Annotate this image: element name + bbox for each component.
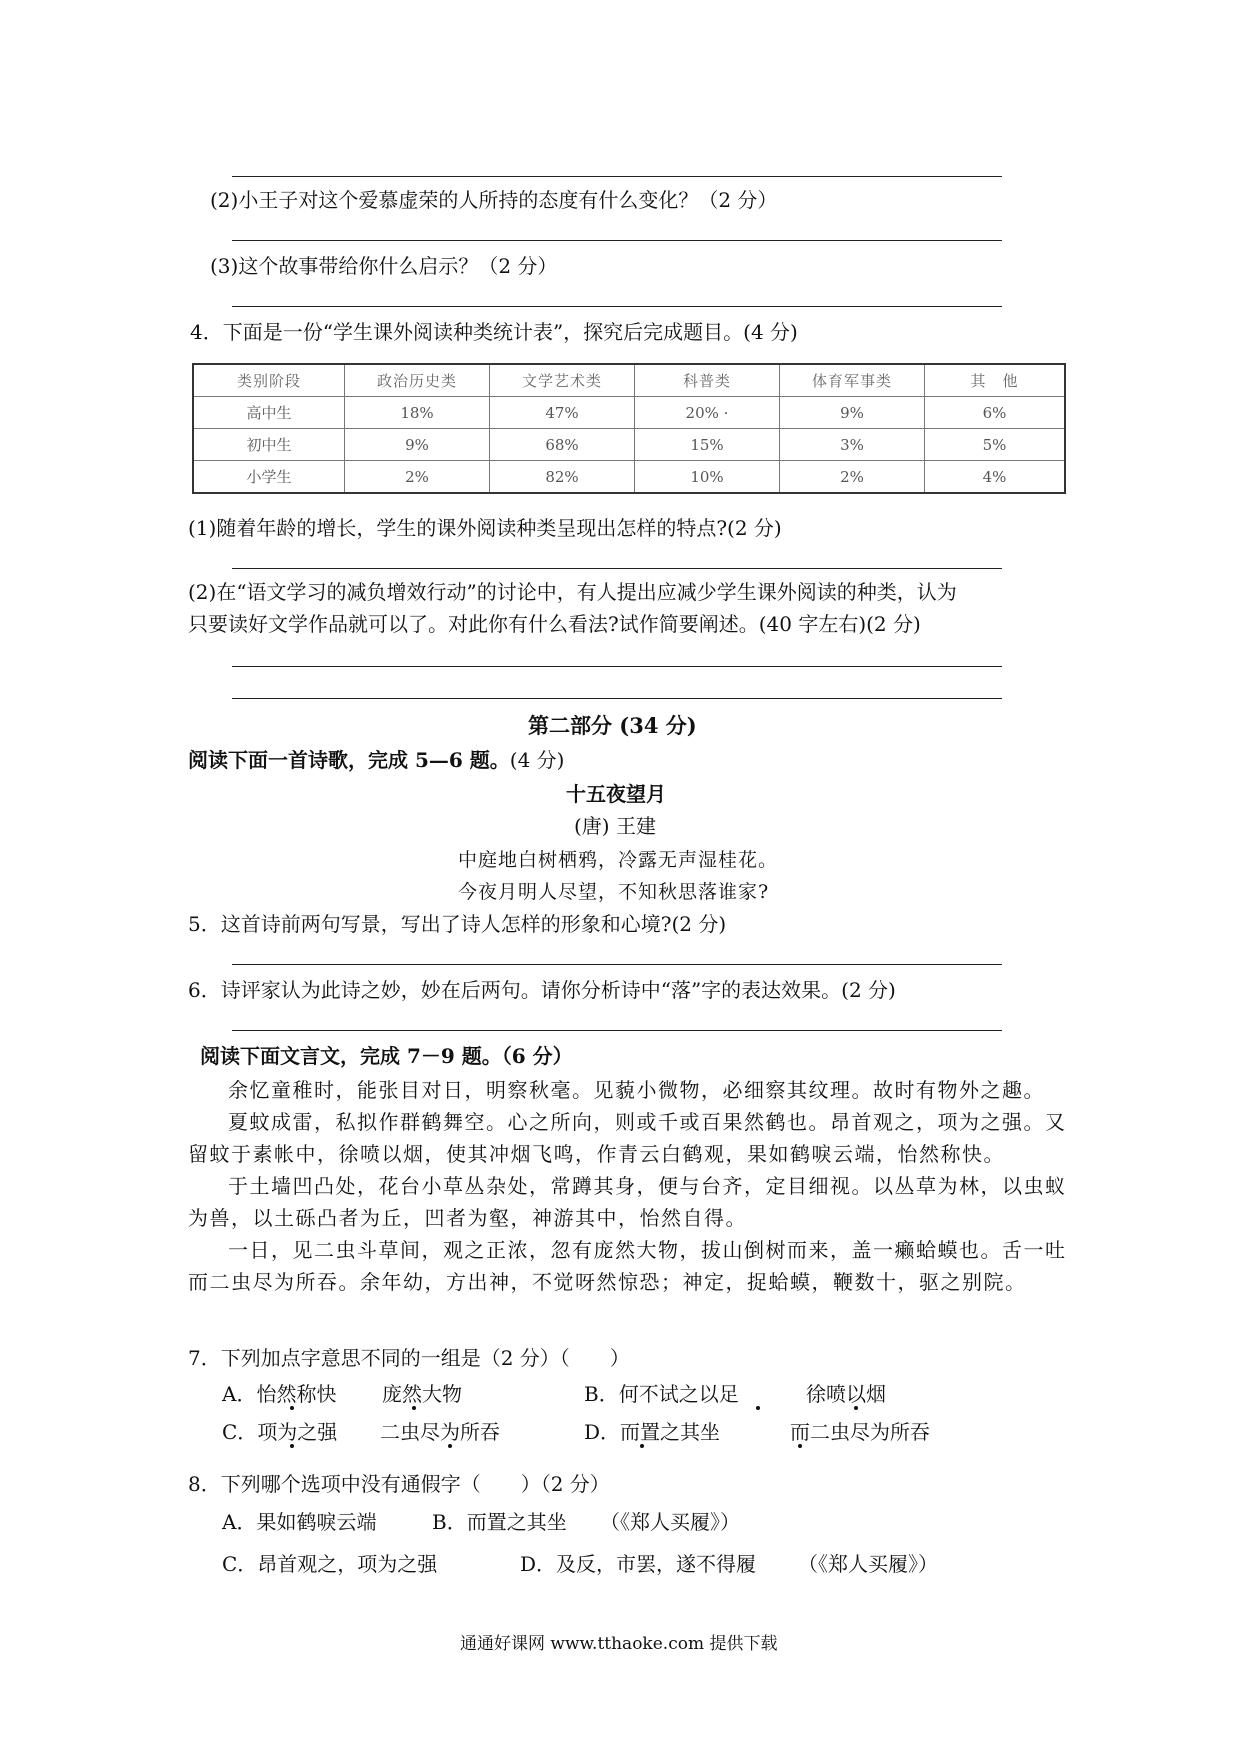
question-8: 8．下列哪个选项中没有通假字（ ）（2 分） [188, 1472, 610, 1496]
question-7-option-c [222, 1418, 337, 1446]
table-cell: 4% [925, 461, 1066, 494]
table-header-cell: 体育军事类 [780, 364, 925, 397]
table-cell: 3% [780, 429, 925, 461]
poem-intro [188, 746, 564, 774]
question-4-1: (1)随着年龄的增长，学生的课外阅读种类呈现出怎样的特点?(2 分) [188, 516, 782, 540]
emphasis-dot [412, 1406, 416, 1410]
classical-text-paragraph: 一日，见二虫斗草间，观之正浓，忽有庞然大物，拔山倒树而来，盖一癞蛤蟆也。舌一吐而二虫尽为所吞。余年幼，方出神，不觉呀然惊恐；神定，捉蛤蟆，鞭数十，驱之别院。 [188, 1238, 1067, 1294]
table-cell: 初中生 [193, 429, 345, 461]
emphasis-dot [290, 1444, 294, 1448]
question-3-3: (3)这个故事带给你什么启示？（2 分） [210, 254, 558, 278]
emphasis-dot [290, 1406, 294, 1410]
option-phrase: 怡然称快 [256, 1382, 337, 1406]
question-4-2-line1: (2)在“语文学习的减负增效行动”的讨论中，有人提出应减少学生课外阅读的种类，认为 [188, 580, 957, 604]
emphasis-dot [448, 1444, 452, 1448]
classical-text-paragraph: 余忆童稚时，能张目对日，明察秋毫。见藐小微物，必细察其纹理。故时有物外之趣。 [228, 1078, 1045, 1102]
question-4-2-line2: 只要读好文学作品就可以了。对此你有什么看法?试作简要阐述。(40 字左右)(2 分) [188, 612, 921, 636]
question-7-option-c-2: 二虫尽为所吞 [380, 1420, 500, 1444]
table-cell: 9% [345, 429, 490, 461]
question-4: 4．下面是一份“学生课外阅读种类统计表”，探究后完成题目。(4 分) [190, 320, 798, 344]
answer-line [232, 698, 1002, 699]
emphasis-dot [756, 1406, 760, 1410]
option-phrase: 而置之其坐 [620, 1420, 721, 1444]
classical-text-paragraph: 于土墙凹凸处，花台小草丛杂处，常蹲其身，便与台齐，定目细视。以丛草为林，以虫蚁为兽，以土砾凸者为丘，凹者为壑，神游其中，怡然自得。 [188, 1174, 1067, 1230]
question-8-option-c: C．昂首观之，项为之强 [222, 1552, 438, 1576]
table-header-cell: 文学艺术类 [490, 364, 635, 397]
emphasis-dot [854, 1406, 858, 1410]
question-8-option-a: A．果如鹤唳云端 [222, 1510, 377, 1534]
table-header-cell: 其 他 [925, 364, 1066, 397]
emphasis-dot [640, 1444, 644, 1448]
question-7-option-b-2: 徐喷以烟 [806, 1382, 886, 1406]
answer-line [232, 568, 1002, 569]
table-header-row [193, 364, 1065, 397]
table-cell: 15% [635, 429, 780, 461]
table-cell: 2% [345, 461, 490, 494]
table-cell: 9% [780, 397, 925, 429]
classical-text-paragraph: 夏蚊成雷，私拟作群鹤舞空。心之所向，则或千或百果然鹤也。昂首观之，项为之强。又留蚊于素帐中，徐喷以烟，使其冲烟飞鸣，作青云白鹤观，果如鹤唳云端，怡然称快。 [188, 1110, 1067, 1166]
table-header-cell: 政治历史类 [345, 364, 490, 397]
table-cell: 6% [925, 397, 1066, 429]
answer-line [232, 964, 1002, 965]
table-cell: 5% [925, 429, 1066, 461]
reading-statistics-table [192, 363, 1066, 494]
question-6: 6．诗评家认为此诗之妙，妙在后两句。请你分析诗中“落”字的表达效果。(2 分) [188, 978, 896, 1002]
option-label: B． [584, 1382, 619, 1406]
answer-line [232, 176, 1002, 177]
table-row [193, 429, 1065, 461]
table-row [193, 461, 1065, 494]
question-3-2: (2)小王子对这个爱慕虚荣的人所持的态度有什么变化？（2 分） [210, 188, 778, 212]
question-8-option-b-source: （《郑人买履》） [600, 1510, 740, 1534]
question-7: 7．下列加点字意思不同的一组是（2 分）（ ） [188, 1346, 630, 1370]
table-cell: 18% [345, 397, 490, 429]
table-cell: 47% [490, 397, 635, 429]
option-label: C． [222, 1420, 258, 1444]
answer-line [232, 240, 1002, 241]
option-phrase: 何不试之以足 [618, 1382, 739, 1406]
table-cell: 20% · [635, 397, 780, 429]
table-cell: 82% [490, 461, 635, 494]
table-row [193, 397, 1065, 429]
poem-intro-score: (4 分) [509, 748, 565, 772]
part-two-title: 第二部分 (34 分) [528, 713, 697, 738]
question-8-option-d-source: （《郑人买履》） [798, 1552, 938, 1576]
question-8-option-d: D．及反，市罢，遂不得履 [520, 1552, 757, 1576]
answer-line [232, 1030, 1002, 1031]
table-cell: 2% [780, 461, 925, 494]
question-8-option-b: B．而置之其坐 [432, 1510, 567, 1534]
classical-text-intro: 阅读下面文言文，完成 7－9 题。（6 分） [200, 1044, 573, 1068]
answer-line [232, 306, 1002, 307]
emphasis-dot [798, 1444, 802, 1448]
poem-title: 十五夜望月 [566, 782, 666, 806]
poem-line: 中庭地白树栖鸦，冷露无声湿桂花。 [458, 849, 779, 871]
question-7-option-d [584, 1418, 720, 1446]
question-7-option-b [584, 1380, 739, 1408]
table-header-cell: 科普类 [635, 364, 780, 397]
option-phrase: 项为之强 [257, 1420, 338, 1444]
poem-line: 今夜月明人尽望，不知秋思落谁家? [458, 881, 770, 903]
poem-author: (唐) 王建 [574, 814, 656, 838]
poem-intro-text: 阅读下面一首诗歌，完成 5—6 题。 [188, 748, 510, 772]
answer-line [232, 666, 1002, 667]
question-7-option-a-2: 庞然大物 [382, 1382, 462, 1406]
option-label: D． [584, 1420, 621, 1444]
question-5: 5．这首诗前两句写景，写出了诗人怎样的形象和心境?(2 分) [188, 912, 727, 936]
page-footer: 通通好课网 www.tthaoke.com 提供下载 [460, 1634, 778, 1654]
question-7-option-d-2: 而二虫尽为所吞 [790, 1420, 930, 1444]
table-header-cell: 类别阶段 [193, 364, 345, 397]
table-cell: 高中生 [193, 397, 345, 429]
table-cell: 10% [635, 461, 780, 494]
option-label: A． [222, 1382, 257, 1406]
table-cell: 68% [490, 429, 635, 461]
question-7-option-a [222, 1380, 336, 1408]
table-cell: 小学生 [193, 461, 345, 494]
